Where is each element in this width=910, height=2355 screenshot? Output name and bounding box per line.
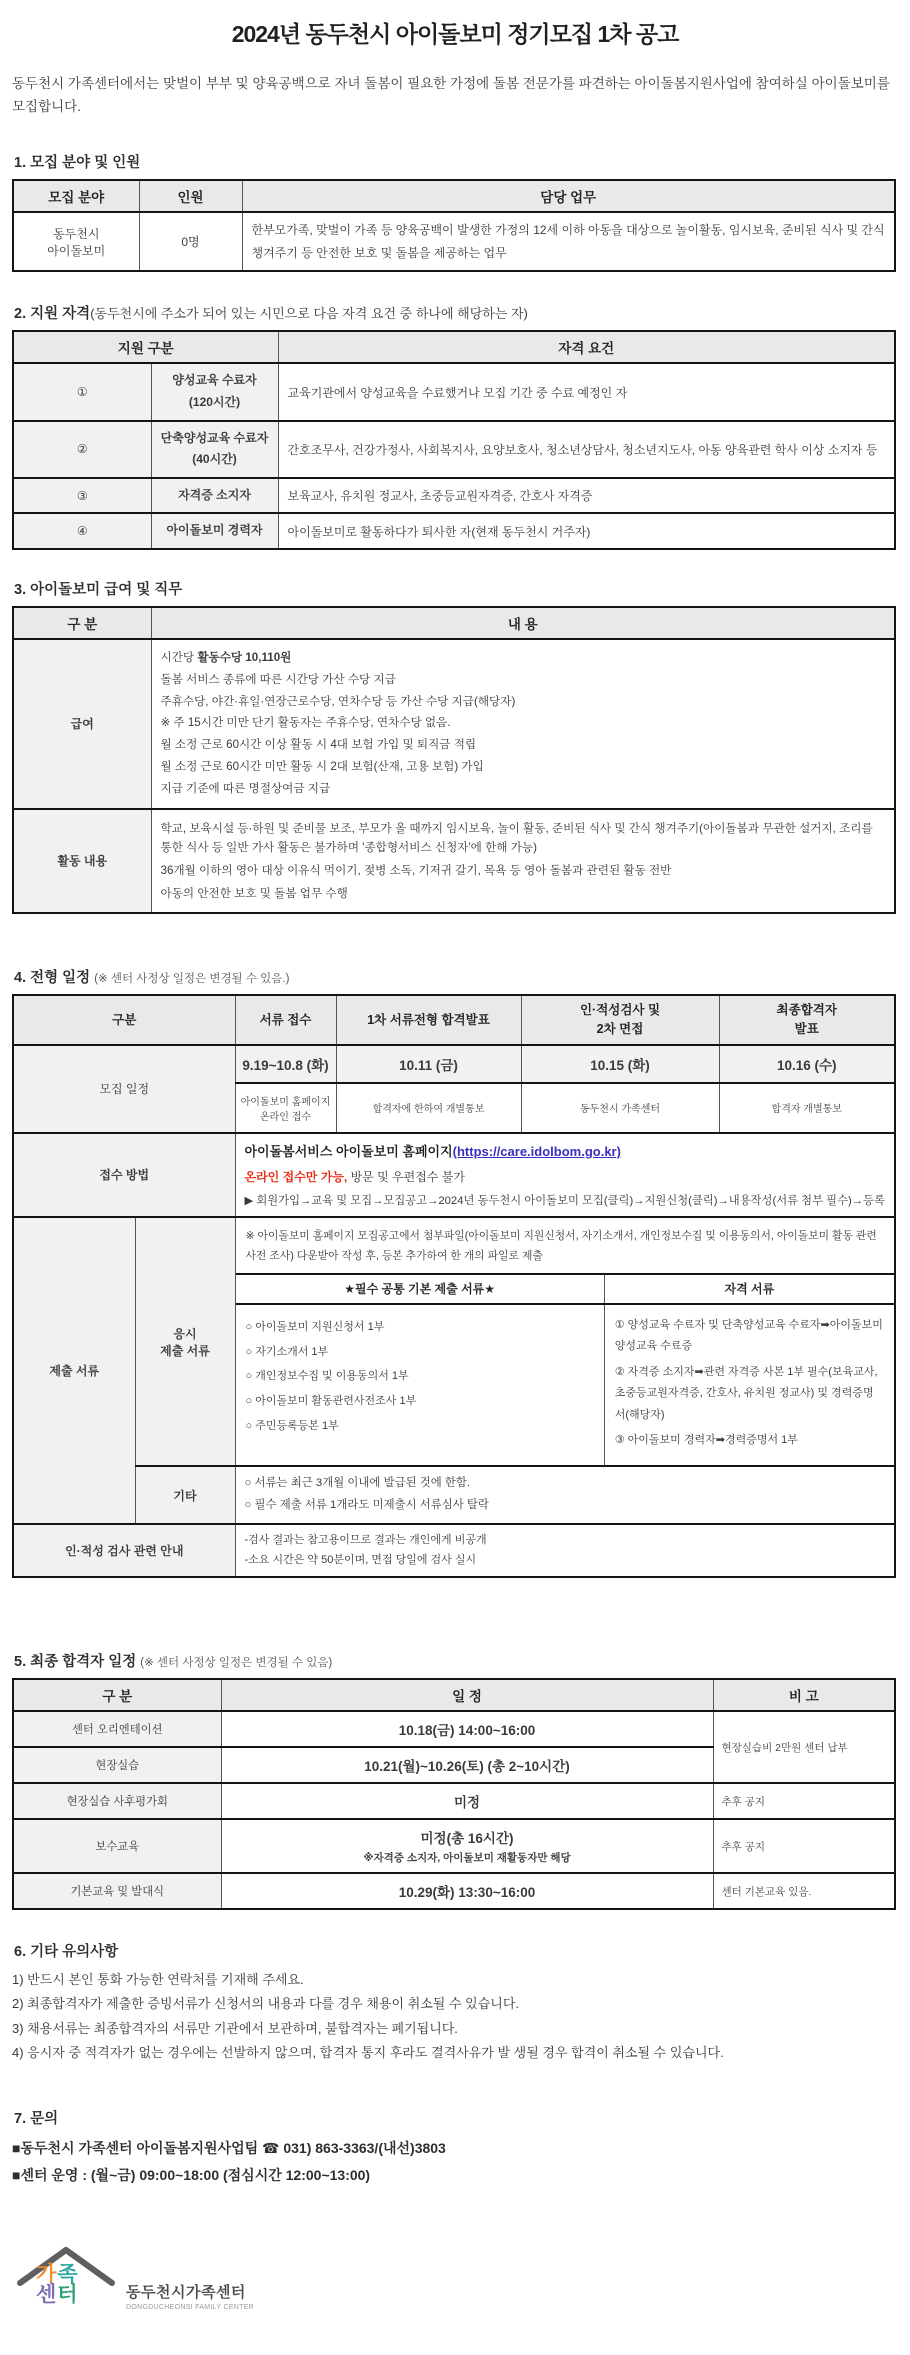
row-type: 양성교육 수료자 (120시간) [151,363,278,420]
docs-etc-content [235,1466,895,1523]
apply-method-content [235,1133,895,1217]
col-header-schedule: 일 정 [221,1679,713,1711]
row-schedule-sub: ※자격증 소지자, 아이돌보미 재활동자만 해당 [363,1852,571,1865]
section-recruit-field [12,151,898,273]
duty-cell: 한부모가족, 맞벌이 가족 등 양육공백이 발생한 가정의 12세 이하 아동을 대상으로 놀이활동, 임시보육, 준비된 식사 및 간식 챙겨주기 등 안전한 보호 및 돌봄을 제공하는 업무 [242,212,895,272]
row-schedule: 미정(총 16시간) ※자격증 소지자, 아이돌보미 재활동자만 해당 [221,1819,713,1873]
section3-heading: 3. 아이돌보미 급여 및 직무 [14,582,183,599]
notes-list [12,1968,898,2064]
date-note: 합격자 개별통보 [719,1083,895,1133]
submit-docs-row [13,1217,895,1467]
section-notes [12,1940,898,2064]
table-row [13,1819,895,1873]
section1-heading: 1. 모집 분야 및 인원 [14,154,141,171]
date-note: 동두천시 가족센터 [521,1083,719,1133]
docs-inner-body-row [236,1304,895,1466]
pay-line: 월 소정 근로 60시간 미만 활동 시 2대 보험(산재, 고용 보험) 가입 [160,759,484,773]
col-header-requirement: 자격 요건 [278,331,895,363]
row-label: 기본교육 및 발대식 [13,1873,221,1909]
row-remark: 추후 공지 [713,1819,895,1873]
docs-required-list [236,1304,605,1466]
qualification-table [12,330,896,550]
section-final-schedule [12,1650,898,1910]
field-cell: 동두천시 아이돌보미 [13,212,139,272]
date-first-result: 10.11 (금) [336,1045,521,1083]
pay-line: 주휴수당, 야간·휴일·연장근로수당, 연차수당 등 가산 수당 지급(해당자) [160,694,516,708]
row-schedule: 10.21(월)~10.26(토) (총 2~10시간) [221,1747,713,1783]
table-header-row [13,1679,895,1711]
aptitude-line: -검사 결과는 참고용이므로 결과는 개인에게 비공개 [244,1533,487,1546]
section7-heading: 7. 문의 [14,2110,59,2127]
page-title: 2024년 동두천시 아이돌보미 정기모집 1차 공고 [231,21,679,47]
schedule-label: 모집 일정 [13,1045,235,1133]
col-header-category: 지원 구분 [13,331,278,363]
row-label: 현장실습 사후평가회 [13,1783,221,1819]
aptitude-label: 인·적성 검사 관련 안내 [13,1524,235,1578]
col-header-count: 인원 [139,180,242,212]
family-center-logo [14,2243,898,2325]
table-header-row [13,607,895,639]
etc-line: ○ 필수 제출 서류 1개라도 미제출시 서류심사 탈락 [244,1499,489,1512]
docs-item: ○ 개인정보수집 및 이용동의서 1부 [245,1370,409,1383]
apply-path-line: ▶ 회원가입→교육 및 모집→모집공고→2024년 동두천시 아이돌보미 모집(클릭)→지원신청(클릭)→내용작성(서류 첨부 필수)→등록 [244,1194,885,1207]
note-line: 2) 최종합격자가 제출한 증빙서류가 신청서의 내용과 다를 경우 채용이 취소될 수 있습니다. [12,1996,519,2012]
section-contact [12,2107,898,2190]
table-row [13,478,895,514]
row-number: ④ [13,513,151,549]
logo-center-name: 동두천시가족센터 [126,2284,246,2302]
selection-schedule-table [12,994,896,1578]
row-remark: 센터 기본교육 있음. [713,1873,895,1909]
date-interview: 10.15 (화) [521,1045,719,1083]
docs-qualification-header: 자격 서류 [604,1274,894,1304]
docs-etc-row [13,1466,895,1523]
activity-content [151,809,895,914]
table-row [13,1783,895,1819]
submit-docs-sub-label: 응시 제출 서류 [135,1217,235,1467]
etc-line: ○ 서류는 최근 3개월 이내에 발급된 것에 한함. [244,1477,471,1490]
row-type: 아이돌보미 경력자 [151,513,278,549]
note-line: 1) 반드시 본인 통화 가능한 연락처를 기재해 주세요. [12,1972,304,1988]
aptitude-content [235,1524,895,1578]
docs-item: ③ 아이돌보미 경력자➡경력증명서 1부 [614,1434,798,1447]
row-requirement: 교육기관에서 양성교육을 수료했거나 모집 기간 중 수료 예정인 자 [278,363,895,420]
table-row [13,1711,895,1747]
col-header-category: 구 분 [13,607,151,639]
col-header-duty: 담당 업무 [242,180,895,212]
row-label: 현장실습 [13,1747,221,1783]
date-note: 합격자에 한하여 개별통보 [336,1083,521,1133]
table-header-row [13,180,895,212]
section5-heading: 5. 최종 합격자 일정 (※ 센터 사정상 일정은 변경될 수 있음) [14,1654,333,1671]
activity-line: 아동의 안전한 보호 및 돌봄 업무 수행 [160,886,348,900]
row-schedule: 미정 [221,1783,713,1819]
col-header-category: 구분 [13,995,235,1045]
activity-line: 36개월 이하의 영아 대상 이유식 먹이기, 젖병 소독, 기저귀 갈기, 목욕 등 영아 돌봄과 관련된 활동 전반 [160,863,672,877]
docs-item: ○ 자기소개서 1부 [245,1345,329,1358]
date-note: 아이돌보미 홈페이지 온라인 접수 [235,1083,336,1133]
row-label: 보수교육 [13,1819,221,1873]
pay-line: ※ 주 15시간 미만 단기 활동자는 주휴수당, 연차수당 없음. [160,716,451,730]
docs-item: ○ 아이돌보미 지원신청서 1부 [245,1320,385,1333]
count-cell: 0명 [139,212,242,272]
row-number: ② [13,421,151,478]
table-row [13,513,895,549]
col-header-content: 내 용 [151,607,895,639]
section-qualification [12,302,898,550]
row-requirement: 간호조무사, 건강가정사, 사회복지사, 요양보호사, 청소년상담사, 청소년지도사, 아동 양육관련 학사 이상 소지자 등 [278,421,895,478]
section2-heading: 2. 지원 자격(동두천시에 주소가 되어 있는 시민으로 다음 자격 요건 중 하나에 해당하는 자) [14,306,528,323]
section-selection-schedule [12,966,898,1578]
section-pay-duty [12,578,898,914]
row-requirement: 아이돌보미로 활동하다가 퇴사한 자(현재 동두천시 거주자) [278,513,895,549]
docs-inner-header-row [236,1274,895,1304]
care-idolbom-link[interactable]: (https://care.idolbom.go.kr) [452,1143,621,1159]
row-number: ③ [13,478,151,514]
contact-hours-line: ■센터 운영 : (월~금) 09:00~18:00 (점심시간 12:00~13:00) [12,2166,371,2183]
activity-label: 활동 내용 [13,809,151,914]
section4-heading: 4. 전형 일정 (※ 센터 사정상 일정은 변경될 수 있음.) [14,970,290,987]
col-header-application: 서류 접수 [235,995,336,1045]
submit-docs-content [235,1217,895,1467]
docs-inner-table [236,1273,895,1466]
row-remark: 현장실습비 2만원 센터 납부 [713,1711,895,1783]
apply-method-label: 접수 방법 [13,1133,235,1217]
col-header-first-result: 1차 서류전형 합격발표 [336,995,521,1045]
pay-content [151,639,895,808]
apply-site-line: 아이돌봄서비스 아이돌보미 홈페이지(https://care.idolbom.go.kr) [244,1143,621,1159]
col-header-interview: 인·적성검사 및 2차 면접 [521,995,719,1045]
activity-line: 학교, 보육시설 등·하원 및 준비물 보조, 부모가 올 때까지 임시보육, 놀이 활동, 준비된 식사 및 간식 챙겨주기(아이돌봄과 무관한 설거지, 조리를 통한 식사 등 일반 가사 활동은 불가하며 '종합형서비스 신청자'에 한해 가능) [160,821,873,855]
table-row [13,1873,895,1909]
docs-download-note: ※ 아이돌보미 홈페이지 모집공고에서 첨부파일(아이돌보미 지원신청서, 자기소개서, 개인정보수집 및 이용동의서, 아이돌보미 활동 관련 사전 조사) 다운받아 작성 후, 등본 추가하여 한 개의 파일로 제출 [245,1229,877,1263]
docs-item: ① 양성교육 수료자 및 단축양성교육 수료자➡아이돌보미 양성교육 수료증 [614,1318,883,1353]
contact-phone-line: ■동두천시 가족센터 아이돌봄지원사업팀 ☎ 031) 863-3363/(내선)3803 [12,2139,446,2156]
logo-center-name-en: DONGDUCHEONSI FAMILY CENTER [126,2304,255,2312]
table-row [13,421,895,478]
docs-item: ○ 주민등록등본 1부 [245,1419,339,1432]
table-row [13,363,895,420]
pay-line: 시간당 활동수당 10,110원 [160,651,292,665]
logo-wordmark: 가족 센터 [36,2263,79,2306]
docs-item: ② 자격증 소지자➡관련 자격증 사본 1부 필수(보육교사, 초중등교원자격증, 간호사, 유치원 정교사) 및 경력증명서(해당자) [614,1365,878,1421]
pay-label: 급여 [13,639,151,808]
aptitude-line: -소요 시간은 약 50분이며, 면접 당일에 검사 실시 [244,1553,477,1566]
row-number: ① [13,363,151,420]
col-header-remark: 비 고 [713,1679,895,1711]
note-line: 4) 응시자 중 적격자가 없는 경우에는 선발하지 않으며, 합격자 통지 후라도 결격사유가 발 생될 경우 합격이 취소될 수 있습니다. [12,2044,724,2060]
docs-etc-label: 기타 [135,1466,235,1523]
row-schedule: 10.18(금) 14:00~16:00 [221,1711,713,1747]
docs-required-header: ★필수 공통 기본 제출 서류★ [236,1274,605,1304]
aptitude-test-row [13,1524,895,1578]
section6-heading: 6. 기타 유의사항 [14,1944,119,1961]
row-requirement: 보육교사, 유치원 정교사, 초중등교원자격증, 간호사 자격증 [278,478,895,514]
table-row [13,212,895,272]
row-schedule: 10.29(화) 13:30~16:00 [221,1873,713,1909]
docs-qualification-list [604,1304,894,1466]
final-schedule-table [12,1678,896,1910]
date-application: 9.19~10.8 (화) [235,1045,336,1083]
pay-duty-table [12,606,896,914]
note-line: 3) 채용서류는 최종합격자의 서류만 기관에서 보관하며, 불합격자는 폐기됩니다. [12,2020,458,2036]
submit-docs-label: 제출 서류 [13,1217,135,1524]
col-header-field: 모집 분야 [13,180,139,212]
col-header-final-result: 최종합격자 발표 [719,995,895,1045]
apply-method-row [13,1133,895,1217]
pay-line: 지급 기준에 따른 명절상여금 지급 [160,781,331,795]
table-header-row [13,995,895,1045]
apply-online-line: 온라인 접수만 가능, 방문 및 우편접수 불가 [244,1169,465,1184]
intro-paragraph: 동두천시 가족센터에서는 맞벌이 부부 및 양육공백으로 자녀 돌봄이 필요한 가정에 돌봄 전문가를 파견하는 아이돌봄지원사업에 참여하실 아이돌보미를 모집합니다. [12,76,890,114]
row-remark: 추후 공지 [713,1783,895,1819]
table-row [13,639,895,808]
recruit-field-table [12,179,896,273]
logo-text-block [126,2281,254,2325]
pay-line: 월 소정 근로 60시간 이상 활동 시 4대 보험 가입 및 퇴직금 적립 [160,738,477,752]
col-header-category: 구 분 [13,1679,221,1711]
table-header-row [13,331,895,363]
schedule-dates-row [13,1045,895,1083]
date-final-result: 10.16 (수) [719,1045,895,1083]
logo-house-roof-icon [14,2243,118,2325]
pay-line: 돌봄 서비스 종류에 따른 시간당 가산 수당 지급 [160,672,396,686]
table-row [13,809,895,914]
row-type: 자격증 소지자 [151,478,278,514]
row-type: 단축양성교육 수료자 (40시간) [151,421,278,478]
row-label: 센터 오리엔테이션 [13,1711,221,1747]
docs-item: ○ 아이돌보미 활동관련사전조사 1부 [245,1395,417,1408]
